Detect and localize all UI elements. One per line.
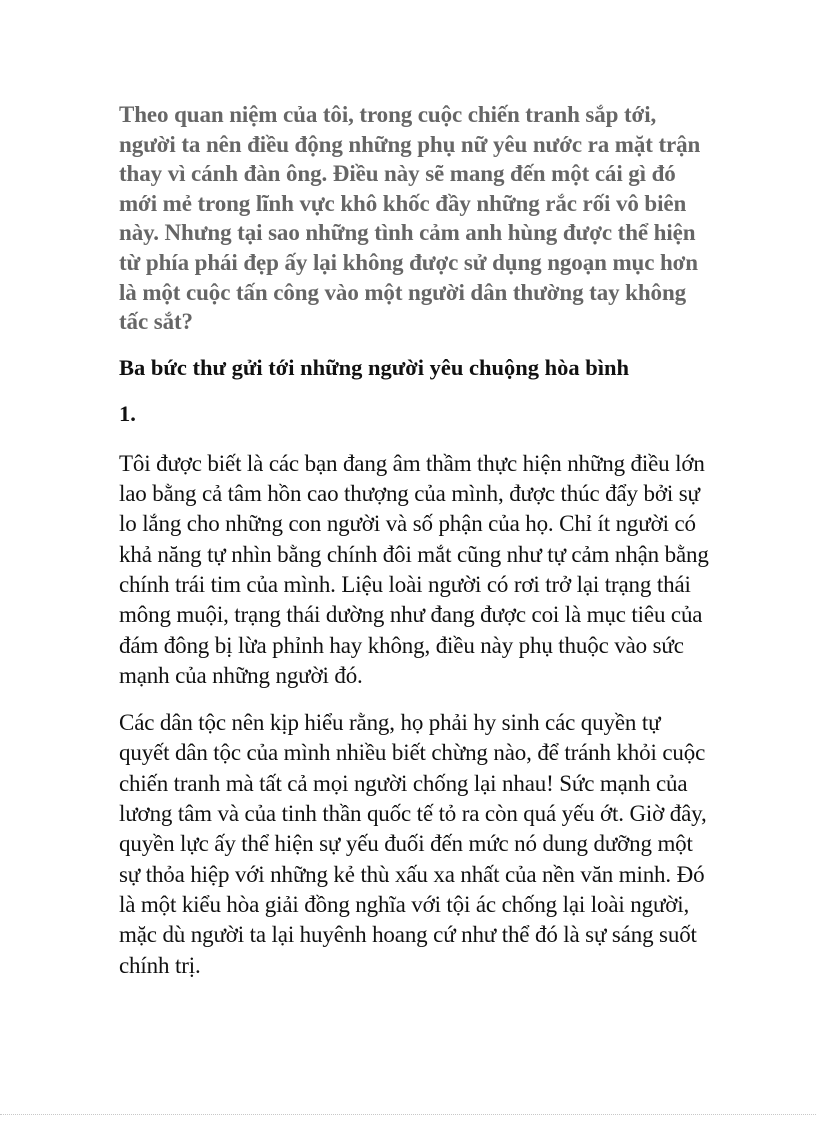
section-title: Ba bức thư gửi tới những người yêu chuộng hòa bình: [119, 354, 630, 380]
section-number: 1.: [119, 400, 136, 426]
body-paragraph-1: Tôi được biết là các bạn đang âm thầm thực hiện những điều lớn lao bằng cả tâm hồn cao thượng của mình, được thúc đẩy bởi sự lo lắng cho những con người và số phận của họ. Chỉ ít người có khả năng tự nhìn bằng chính đôi mắt cũng như tự cảm nhận bằng chính trái tim của mình. Liệu loài người có rơi trở lại trạng thái mông muội, trạng thái dường như đang được coi là mục tiêu của đám đông bị lừa phỉnh hay không, điều này phụ thuộc vào sức mạnh của những người đó.: [119, 450, 709, 688]
body-paragraph-2: Các dân tộc nên kịp hiểu rằng, họ phải hy sinh các quyền tự quyết dân tộc của mình nhiều biết chừng nào, để tránh khỏi cuộc chiến tranh mà tất cả mọi người chống lại nhau! Sức mạnh của lương tâm và của tinh thần quốc tế tỏ ra còn quá yếu ớt. Giờ đây, quyền lực ấy thể hiện sự yếu đuối đến mức nó dung dưỡng một sự thỏa hiệp với những kẻ thù xấu xa nhất của nền văn minh. Đó là một kiểu hòa giải đồng nghĩa với tội ác chống lại loài người, mặc dù người ta lại huyênh hoang cứ như thể đó là sự sáng suốt chính trị.: [119, 710, 707, 978]
page-bottom-divider: [0, 1114, 816, 1115]
page-content: [119, 100, 709, 998]
quote-paragraph: Theo quan niệm của tôi, trong cuộc chiến tranh sắp tới, người ta nên điều động những phụ nữ yêu nước ra mặt trận thay vì cánh đàn ông. Điều này sẽ mang đến một cái gì đó mới mẻ trong lĩnh vực khô khốc đầy những rắc rối vô biên này. Nhưng tại sao những tình cảm anh hùng được thể hiện từ phía phái đẹp ấy lại không được sử dụng ngoạn mục hơn là một cuộc tấn công vào một người dân thường tay không tấc sắt?: [119, 102, 701, 335]
